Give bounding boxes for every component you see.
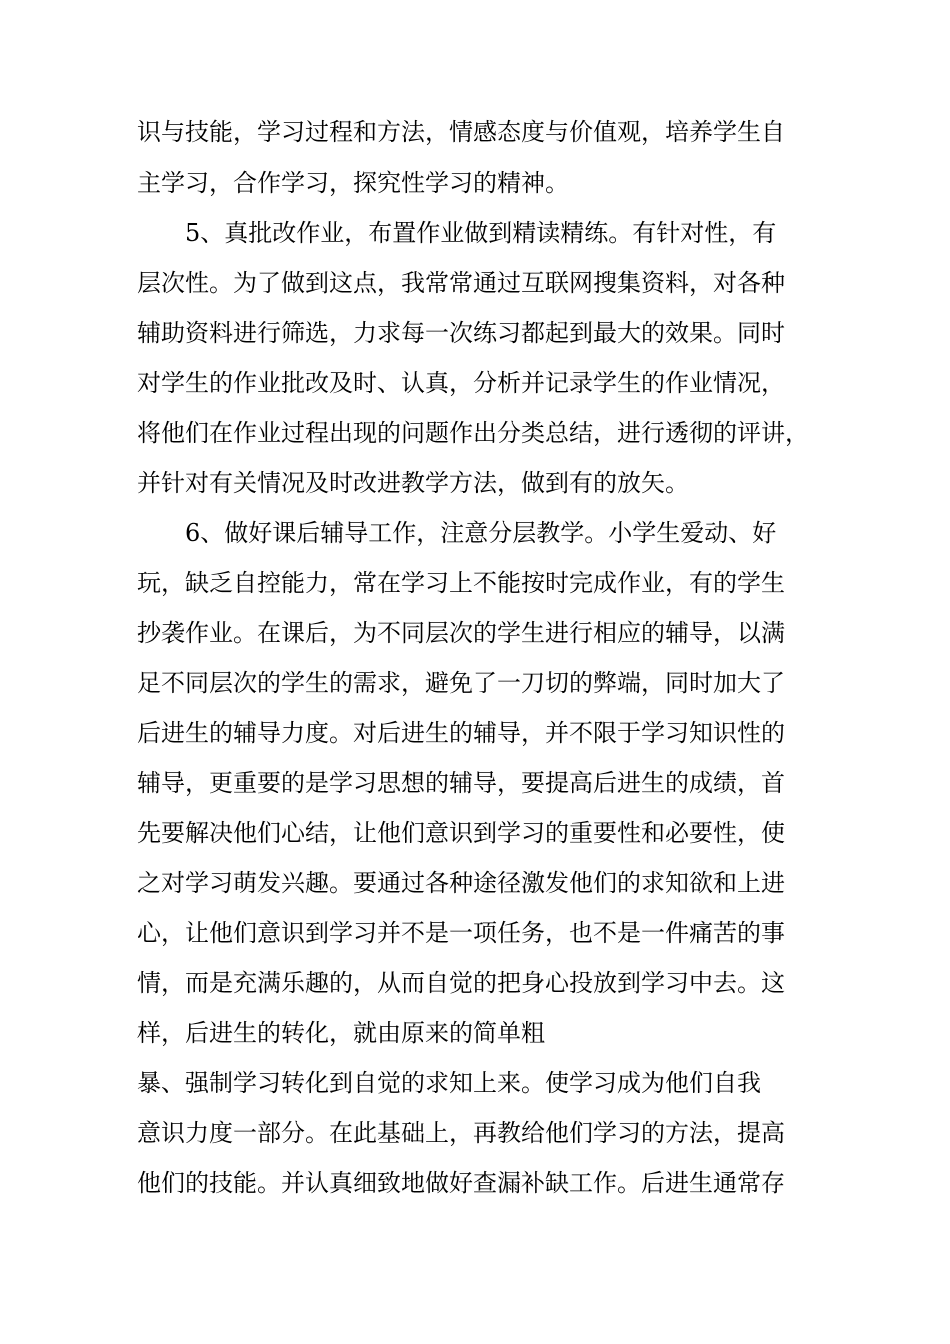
text-line: 层次性。为了做到这点，我常常通过互联网搜集资料，对各种 [137,269,785,297]
text-line: 后进生的辅导力度。对后进生的辅导，并不限于学习知识性的 [137,719,785,747]
text-line: 对学生的作业批改及时、认真，分析并记录学生的作业情况， [137,369,785,397]
text-line: 暴、强制学习转化到自觉的求知上来。使学习成为他们自我 [137,1069,761,1097]
text-line: 意识力度一部分。在此基础上，再教给他们学习的方法，提高 [137,1119,785,1147]
text-line: 辅导，更重要的是学习思想的辅导，要提高后进生的成绩，首 [137,769,785,797]
text-line: 玩，缺乏自控能力，常在学习上不能按时完成作业，有的学生 [137,569,785,597]
text-line: 情，而是充满乐趣的，从而自觉的把身心投放到学习中去。这 [137,969,785,997]
text-line: 5、真批改作业，布置作业做到精读精练。有针对性，有 [137,219,777,247]
text-line: 6、做好课后辅导工作，注意分层教学。小学生爱动、好 [137,519,777,547]
text-line: 心，让他们意识到学习并不是一项任务，也不是一件痛苦的事 [137,919,785,947]
text-line: 足不同层次的学生的需求，避免了一刀切的弊端，同时加大了 [137,669,785,697]
text-line: 样，后进生的转化，就由原来的简单粗 [137,1019,545,1047]
text-line: 将他们在作业过程出现的问题作出分类总结，进行透彻的评讲， [137,419,809,447]
text-line: 并针对有关情况及时改进教学方法，做到有的放矢。 [137,469,689,497]
text-line: 先要解决他们心结，让他们意识到学习的重要性和必要性，使 [137,819,785,847]
text-line: 辅助资料进行筛选，力求每一次练习都起到最大的效果。同时 [137,319,785,347]
text-line: 识与技能，学习过程和方法，情感态度与价值观，培养学生自 [137,118,785,146]
text-line: 之对学习萌发兴趣。要通过各种途径激发他们的求知欲和上进 [137,869,785,897]
text-line: 他们的技能。并认真细致地做好查漏补缺工作。后进生通常存 [137,1169,785,1197]
text-line: 主学习，合作学习，探究性学习的精神。 [137,169,569,197]
text-line: 抄袭作业。在课后，为不同层次的学生进行相应的辅导，以满 [137,619,785,647]
